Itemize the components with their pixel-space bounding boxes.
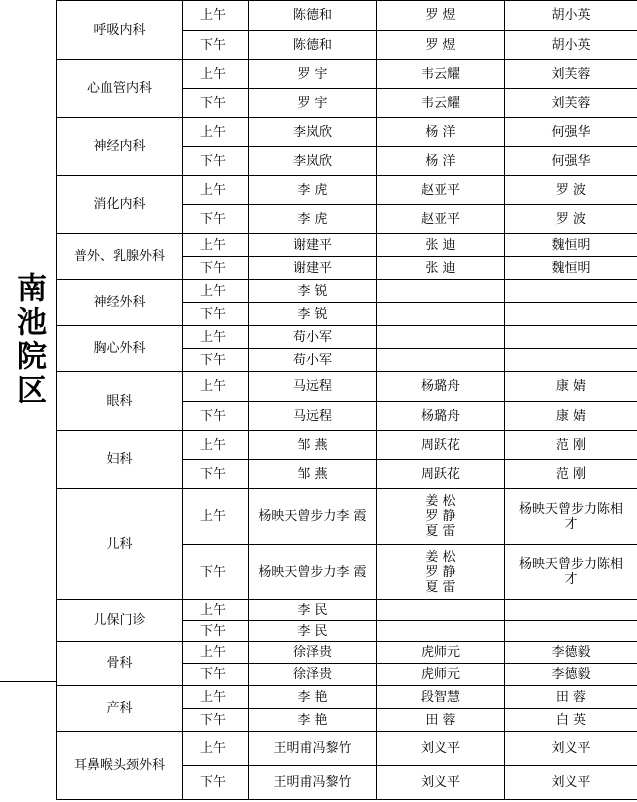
doctor-cell [505, 303, 637, 326]
doctor-cell: 杨璐舟 [377, 402, 505, 431]
department-name: 神经外科 [57, 280, 183, 326]
table-row [57, 732, 637, 766]
doctor-cell: 罗 煜 [377, 31, 505, 60]
doctor-cell: 马远程 [249, 372, 377, 402]
doctor-cell: 何强华 [505, 118, 637, 147]
shift-label: 下午 [183, 664, 249, 686]
doctor-cell: 陈德和 [249, 31, 377, 60]
doctor-cell: 魏恒明 [505, 234, 637, 257]
shift-label: 上午 [183, 234, 249, 257]
table-row [57, 431, 637, 460]
doctor-cell: 刘芙蓉 [505, 89, 637, 118]
doctor-cell: 徐泽贵 [249, 664, 377, 686]
doctor-cell: 苟小军 [249, 349, 377, 372]
department-name: 儿科 [57, 489, 183, 600]
doctor-cell [505, 280, 637, 303]
shift-label: 上午 [183, 60, 249, 89]
shift-label: 下午 [183, 709, 249, 732]
doctor-cell: 虎师元 [377, 642, 505, 664]
shift-label: 上午 [183, 372, 249, 402]
table-row [57, 642, 637, 664]
shift-label: 下午 [183, 402, 249, 431]
doctor-cell: 杨 洋 [377, 118, 505, 147]
doctor-cell: 杨映天曾步力陈相 才 [505, 545, 637, 600]
doctor-cell [505, 621, 637, 642]
doctor-cell [377, 303, 505, 326]
doctor-cell: 白 英 [505, 709, 637, 732]
doctor-cell [377, 621, 505, 642]
doctor-cell [377, 326, 505, 349]
doctor-cell: 李 民 [249, 621, 377, 642]
doctor-cell: 魏恒明 [505, 257, 637, 280]
doctor-cell: 康 婧 [505, 372, 637, 402]
shift-label: 下午 [183, 147, 249, 176]
doctor-cell: 李岚欣 [249, 118, 377, 147]
doctor-cell: 李岚欣 [249, 147, 377, 176]
department-name: 耳鼻喉头颈外科 [57, 732, 183, 800]
doctor-cell: 陈德和 [249, 1, 377, 31]
table-row [57, 234, 637, 257]
shift-label: 上午 [183, 326, 249, 349]
doctor-cell [505, 600, 637, 621]
department-name: 神经内科 [57, 118, 183, 176]
doctor-cell: 姜 松 罗 静 夏 雷 [377, 489, 505, 545]
department-name: 骨科 [57, 642, 183, 686]
doctor-cell: 杨映天曾步力李 霞 [249, 545, 377, 600]
doctor-cell: 李 虎 [249, 176, 377, 205]
doctor-cell [505, 349, 637, 372]
doctor-cell: 赵亚平 [377, 176, 505, 205]
shift-label: 上午 [183, 686, 249, 709]
shift-label: 上午 [183, 118, 249, 147]
doctor-cell: 虎师元 [377, 664, 505, 686]
doctor-cell: 罗 宇 [249, 60, 377, 89]
doctor-cell: 谢建平 [249, 234, 377, 257]
doctor-cell: 李 虎 [249, 205, 377, 234]
doctor-cell: 谢建平 [249, 257, 377, 280]
shift-label: 上午 [183, 431, 249, 460]
doctor-cell [377, 600, 505, 621]
doctor-cell: 李 艳 [249, 686, 377, 709]
doctor-cell: 李 锐 [249, 303, 377, 326]
table-row [57, 600, 637, 621]
doctor-cell: 李 艳 [249, 709, 377, 732]
doctor-cell: 刘义平 [505, 732, 637, 766]
doctor-cell: 李 民 [249, 600, 377, 621]
doctor-cell: 康 婧 [505, 402, 637, 431]
doctor-cell: 张 迪 [377, 234, 505, 257]
wing-name: 南池院区 [11, 272, 46, 408]
shift-label: 下午 [183, 89, 249, 118]
shift-label: 下午 [183, 545, 249, 600]
table-row [57, 686, 637, 709]
doctor-cell [377, 349, 505, 372]
shift-label: 下午 [183, 349, 249, 372]
doctor-cell: 罗 波 [505, 176, 637, 205]
doctor-cell: 李德毅 [505, 642, 637, 664]
department-name: 普外、乳腺外科 [57, 234, 183, 280]
doctor-cell: 李德毅 [505, 664, 637, 686]
doctor-cell [377, 280, 505, 303]
wing-label [0, 0, 56, 680]
shift-label: 上午 [183, 489, 249, 545]
table-row [57, 280, 637, 303]
department-name: 呼吸内科 [57, 1, 183, 60]
doctor-cell: 张 迪 [377, 257, 505, 280]
doctor-cell: 胡小英 [505, 1, 637, 31]
doctor-cell: 田 蓉 [377, 709, 505, 732]
table-row [57, 326, 637, 349]
doctor-cell: 刘义平 [377, 732, 505, 766]
table-row [57, 176, 637, 205]
doctor-cell: 罗 波 [505, 205, 637, 234]
shift-label: 上午 [183, 176, 249, 205]
shift-label: 上午 [183, 642, 249, 664]
table-row [57, 489, 637, 545]
department-name: 儿保门诊 [57, 600, 183, 642]
doctor-cell: 田 蓉 [505, 686, 637, 709]
shift-label: 下午 [183, 205, 249, 234]
doctor-cell: 韦云耀 [377, 89, 505, 118]
table-row [57, 118, 637, 147]
doctor-cell: 刘义平 [377, 766, 505, 800]
department-name: 消化内科 [57, 176, 183, 234]
department-name: 胸心外科 [57, 326, 183, 372]
wing-footer-blank [0, 682, 56, 802]
doctor-cell: 罗 煜 [377, 1, 505, 31]
doctor-cell: 王明甫冯黎竹 [249, 732, 377, 766]
schedule-body [57, 1, 637, 800]
shift-label: 下午 [183, 257, 249, 280]
doctor-cell: 王明甫冯黎竹 [249, 766, 377, 800]
department-name: 眼科 [57, 372, 183, 431]
department-name: 产科 [57, 686, 183, 732]
doctor-cell: 杨映天曾步力陈相 才 [505, 489, 637, 545]
duty-schedule-table [56, 0, 637, 800]
doctor-cell: 姜 松 罗 静 夏 雷 [377, 545, 505, 600]
doctor-cell: 范 刚 [505, 460, 637, 489]
shift-label: 上午 [183, 280, 249, 303]
doctor-cell: 李 锐 [249, 280, 377, 303]
doctor-cell: 段智慧 [377, 686, 505, 709]
doctor-cell: 胡小英 [505, 31, 637, 60]
doctor-cell: 徐泽贵 [249, 642, 377, 664]
doctor-cell: 邹 燕 [249, 460, 377, 489]
doctor-cell: 马远程 [249, 402, 377, 431]
doctor-cell: 杨璐舟 [377, 372, 505, 402]
shift-label: 下午 [183, 460, 249, 489]
shift-label: 下午 [183, 31, 249, 60]
doctor-cell [505, 326, 637, 349]
doctor-cell: 韦云耀 [377, 60, 505, 89]
doctor-cell: 赵亚平 [377, 205, 505, 234]
doctor-cell: 周跃花 [377, 460, 505, 489]
doctor-cell: 杨 洋 [377, 147, 505, 176]
doctor-cell: 罗 宇 [249, 89, 377, 118]
table-row [57, 1, 637, 31]
shift-label: 上午 [183, 1, 249, 31]
doctor-cell: 刘义平 [505, 766, 637, 800]
doctor-cell: 邹 燕 [249, 431, 377, 460]
department-name: 心血管内科 [57, 60, 183, 118]
doctor-cell: 杨映天曾步力李 霞 [249, 489, 377, 545]
doctor-cell: 范 刚 [505, 431, 637, 460]
doctor-cell: 苟小军 [249, 326, 377, 349]
shift-label: 下午 [183, 621, 249, 642]
doctor-cell: 何强华 [505, 147, 637, 176]
table-row [57, 60, 637, 89]
shift-label: 上午 [183, 600, 249, 621]
shift-label: 上午 [183, 732, 249, 766]
doctor-cell: 周跃花 [377, 431, 505, 460]
shift-label: 下午 [183, 766, 249, 800]
table-row [57, 372, 637, 402]
shift-label: 下午 [183, 303, 249, 326]
department-name: 妇科 [57, 431, 183, 489]
doctor-cell: 刘芙蓉 [505, 60, 637, 89]
